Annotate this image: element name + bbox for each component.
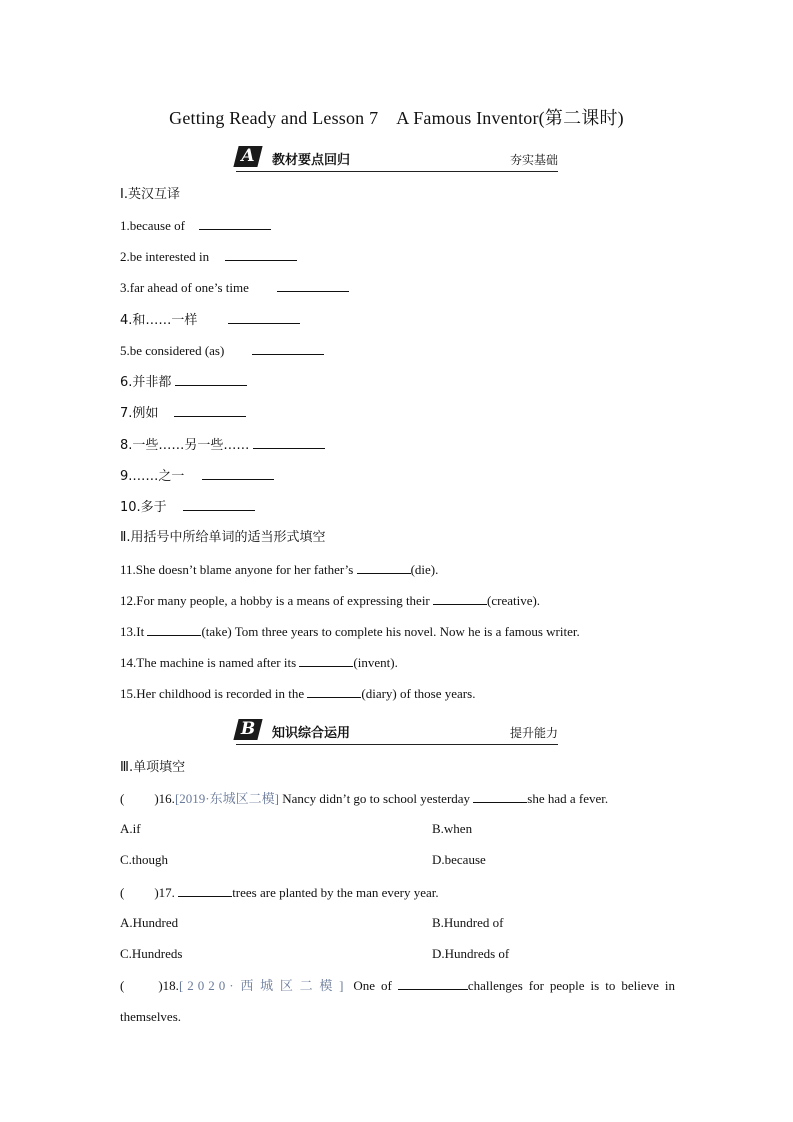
question-16: ( )16.[2019·东城区二模] Nancy didn’t go to school yesterday she had a fever. [120,791,609,806]
option-c[interactable]: C.though [120,852,169,867]
answer-blank[interactable] [277,279,349,292]
question-13: 13.It (take) Tom three years to complete his novel. Now he is a famous writer. [120,624,580,639]
banner-a-badge: A [233,146,262,167]
question-15: 15.Her childhood is recorded in the (diary) of those years. [120,686,476,701]
banner-b-badge: B [233,719,262,740]
option-a[interactable]: A.if [120,821,141,836]
answer-blank[interactable] [183,498,255,511]
section-1-heading: Ⅰ.英汉互译 [120,187,180,202]
option-a[interactable]: A.Hundred [120,915,179,930]
question-9: 9.……之一 [120,467,274,486]
answer-blank[interactable] [307,685,361,698]
question-2: 2.be interested in [120,248,297,266]
question-3: 3.far ahead of one’s time [120,279,349,297]
answer-blank[interactable] [253,436,325,449]
option-d[interactable]: D.Hundreds of [432,946,510,961]
answer-blank[interactable] [199,217,271,230]
answer-blank[interactable] [473,790,527,803]
question-18: ( )18.[2020·西城区二模] One of challenges for people is to believe in themselves. [120,978,675,1024]
banner-a-right: 夯实基础 [509,153,558,167]
page-title [0,104,793,130]
answer-blank[interactable] [174,404,246,417]
question-11: 11.She doesn’t blame anyone for her father’s (die). [120,562,439,577]
question-14: 14.The machine is named after its (invent). [120,655,398,670]
answer-blank[interactable] [202,467,274,480]
question-17: ( )17. trees are planted by the man every year. [120,885,439,900]
question-1: 1.because of [120,217,271,235]
title-sub: A Famous Inventor(第二课时) [396,108,624,128]
question-16-source: [2019·东城区二模] [174,791,279,806]
banner-b-title: 知识综合运用 [272,726,351,741]
question-10: 10.多于 [120,498,255,517]
answer-blank[interactable] [147,623,201,636]
answer-blank[interactable] [398,977,468,990]
option-d[interactable]: D.because [432,852,486,867]
title-main: Getting Ready and Lesson 7 [169,108,379,128]
answer-blank[interactable] [299,654,353,667]
banner-b-right: 提升能力 [509,726,558,740]
option-b[interactable]: B.Hundred of [432,915,504,930]
question-12: 12.For many people, a hobby is a means of expressing their (creative). [120,593,541,608]
section-3-heading: Ⅲ.单项填空 [120,760,186,775]
option-c[interactable]: C.Hundreds [120,946,183,961]
question-18-source: [2020·西城区二模] [178,978,348,993]
answer-blank[interactable] [225,248,297,261]
answer-blank[interactable] [178,884,232,897]
question-4: 4.和……一样 [120,311,300,330]
answer-blank[interactable] [433,592,487,605]
option-b[interactable]: B.when [432,821,473,836]
section-banner-a [236,145,558,172]
answer-blank[interactable] [228,311,300,324]
answer-blank[interactable] [357,561,411,574]
question-5: 5.be considered (as) [120,342,324,360]
question-8: 8.一些……另一些…… [120,436,325,455]
section-2-heading: Ⅱ.用括号中所给单词的适当形式填空 [120,530,326,545]
question-6: 6.并非都 [120,373,247,392]
question-7: 7.例如 [120,404,246,423]
section-banner-b [236,718,558,745]
banner-a-title: 教材要点回归 [272,153,351,168]
answer-blank[interactable] [175,373,247,386]
answer-blank[interactable] [252,342,324,355]
